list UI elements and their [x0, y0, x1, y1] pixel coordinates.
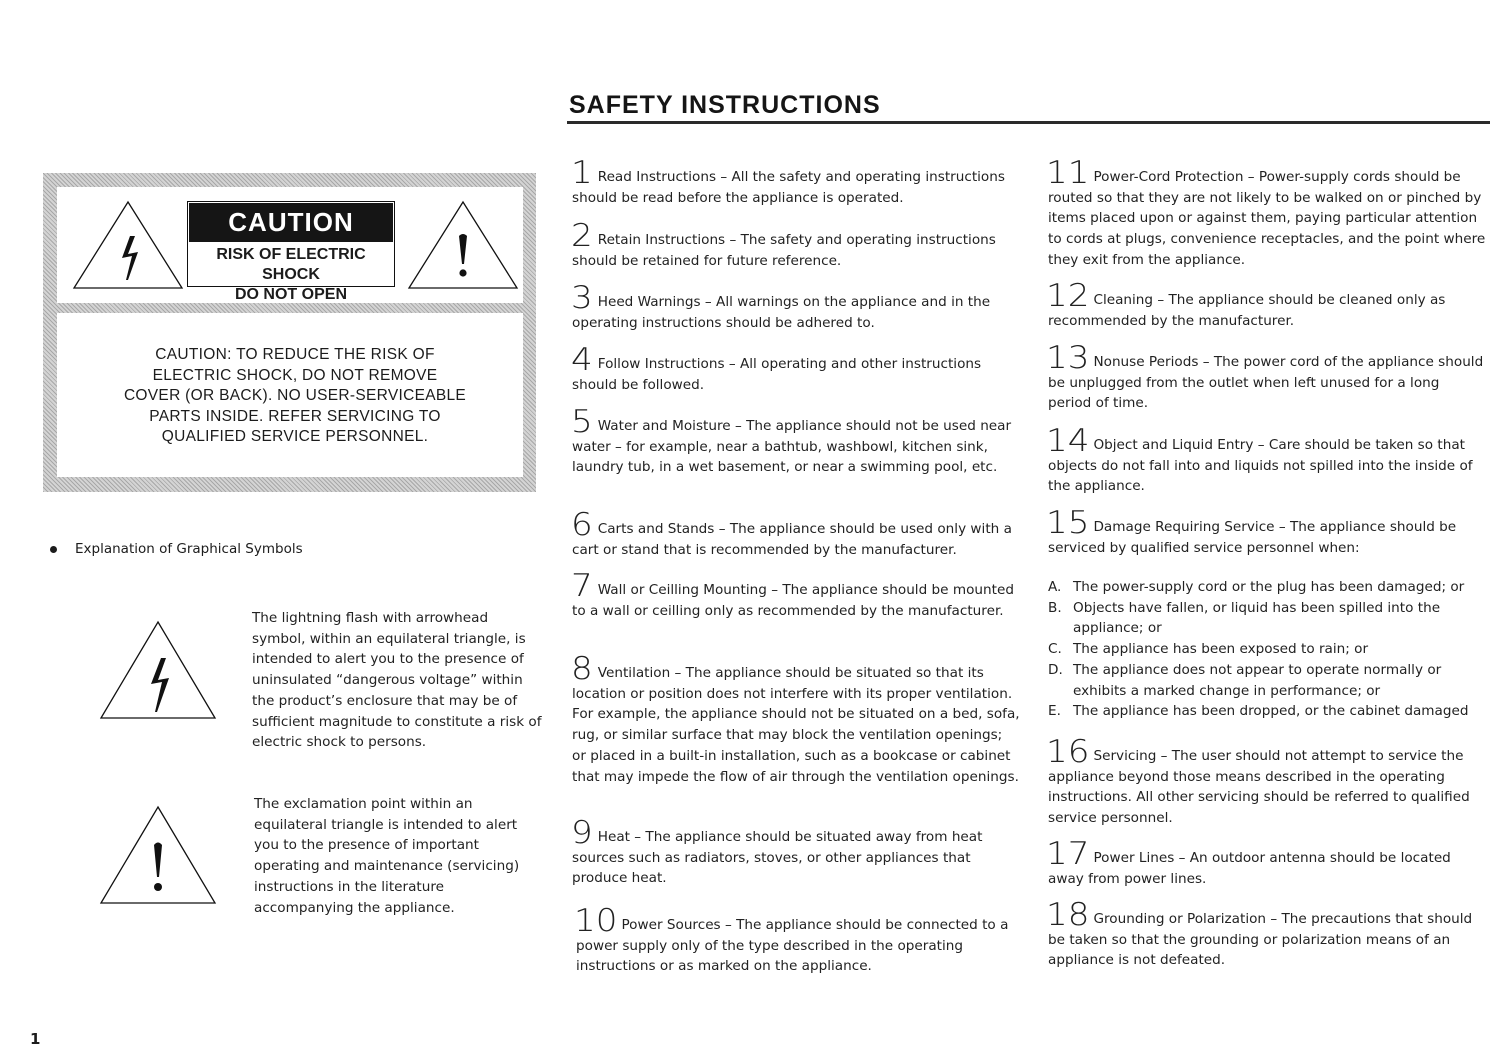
- instruction-number: 13: [1046, 340, 1090, 376]
- instruction-item-16: [1046, 734, 1486, 829]
- list-letter: E.: [1048, 703, 1061, 720]
- instruction-text: Power Lines – An outdoor antenna should be located away from power lines.: [1048, 850, 1451, 887]
- caution-label-line2: DO NOT OPEN: [234, 286, 347, 303]
- list-item: [1048, 577, 1488, 598]
- caution-text-line: COVER (OR BACK). NO USER-SERVICEABLE: [123, 387, 467, 405]
- instruction-item-2: [571, 218, 1020, 271]
- exclamation-triangle-icon: [99, 805, 217, 905]
- list-item: [1048, 660, 1488, 701]
- instruction-text: Carts and Stands – The appliance should be used only with a cart or stand that is recommended by the manufacturer.: [572, 521, 1012, 558]
- instruction-number: 16: [1046, 734, 1090, 770]
- instruction-text: Heat – The appliance should be situated away from heat sources such as radiators, stoves, or other appliances that produce heat.: [572, 829, 983, 887]
- instruction-number: 10: [574, 903, 618, 939]
- instruction-number: 14: [1046, 423, 1090, 459]
- instruction-item-4: [571, 342, 1020, 395]
- instruction-text: Power Sources – The appliance should be connected to a power supply only of the type described in the operating instructions or as marked on the appliance.: [576, 917, 1009, 975]
- instruction-number: 5: [571, 404, 593, 440]
- caution-label-line1: RISK OF ELECTRIC SHOCK: [216, 246, 366, 283]
- damage-conditions-list: [1048, 577, 1488, 722]
- caution-text-line: QUALIFIED SERVICE PERSONNEL.: [161, 428, 429, 446]
- instruction-item-15: [1046, 505, 1486, 558]
- instruction-text: Nonuse Periods – The power cord of the appliance should be unplugged from the outlet when left unused for a long period of time.: [1048, 354, 1484, 412]
- instruction-item-7: [571, 568, 1020, 621]
- instruction-number: 6: [571, 507, 593, 543]
- instruction-text: Object and Liquid Entry – Care should be taken so that objects do not fall into and liquids not spilled into the inside of the appliance.: [1048, 437, 1473, 495]
- instruction-item-8: [571, 651, 1020, 787]
- instruction-text: Follow Instructions – All operating and other instructions should be followed.: [572, 356, 982, 393]
- instruction-item-18: [1046, 897, 1486, 971]
- caution-text-line: ELECTRIC SHOCK, DO NOT REMOVE: [152, 366, 438, 384]
- bullet-icon: [50, 546, 57, 553]
- list-text: The appliance has been dropped, or the cabinet damaged: [1073, 703, 1469, 720]
- instruction-item-14: [1046, 423, 1486, 497]
- instruction-text: Grounding or Polarization – The precautions that should be taken so that the grounding or polarization means of an appliance is not defeated.: [1048, 911, 1473, 969]
- list-letter: A.: [1048, 579, 1062, 595]
- instruction-number: 8: [571, 651, 593, 687]
- exclamation-symbol-description: The exclamation point within an equilateral triangle is intended to alert you to the presence of important operating and maintenance (servicing) instructions in the literature accompanying the appliance.: [254, 796, 520, 916]
- instruction-text: Retain Instructions – The safety and operating instructions should be retained for future reference.: [572, 232, 996, 269]
- instruction-item-9: [571, 815, 1024, 889]
- instruction-number: 18: [1046, 897, 1090, 933]
- list-letter: C.: [1048, 641, 1062, 658]
- caution-text-line: PARTS INSIDE. REFER SERVICING TO: [149, 407, 441, 425]
- instruction-text: Heed Warnings – All warnings on the appliance and in the operating instructions should be adhered to.: [572, 294, 991, 331]
- caution-warning-text: [80, 345, 510, 448]
- instruction-text: Servicing – The user should not attempt to service the appliance beyond those means described in the operating instructions. All other servicing should be referred to qualified service personnel.: [1048, 748, 1470, 827]
- instruction-item-10: [574, 903, 1020, 977]
- list-item: [1048, 701, 1488, 722]
- instruction-text: Damage Requiring Service – The appliance should be serviced by qualified service personnel when:: [1048, 519, 1457, 556]
- instruction-item-3: [571, 280, 1020, 333]
- explanation-heading: Explanation of Graphical Symbols: [75, 541, 303, 557]
- list-letter: B.: [1048, 599, 1062, 616]
- page-title: SAFETY INSTRUCTIONS: [569, 91, 881, 119]
- title-underline: [567, 121, 1490, 124]
- instruction-text: Water and Moisture – The appliance should not be used near water – for example, near a bathtub, washbowl, kitchen sink, laundry tub, in a wet basement, or near a swimming pool, etc.: [572, 418, 1012, 476]
- list-letter: D.: [1048, 661, 1063, 678]
- list-text: Objects have fallen, or liquid has been spilled into the appliance; or: [1073, 599, 1441, 637]
- instruction-number: 15: [1046, 505, 1090, 541]
- instruction-number: 1: [571, 155, 593, 191]
- list-text: The appliance has been exposed to rain; or: [1073, 641, 1369, 658]
- instruction-item-11: [1046, 155, 1486, 271]
- instruction-item-17: [1046, 836, 1486, 889]
- instruction-text: Wall or Ceilling Mounting – The appliance should be mounted to a wall or ceilling only as recommended by the manufacturer.: [572, 582, 1014, 619]
- instruction-text: Power-Cord Protection – Power-supply cords should be routed so that they are not likely to be walked on or pinched by items placed upon or against them, paying particular attention to cords at plugs, convenience receptacles, and the point where they exit from the appliance.: [1048, 169, 1486, 268]
- list-text: The appliance does not appear to operate normally or exhibits a marked change in performance; or: [1073, 661, 1442, 699]
- instruction-item-5: [571, 404, 1020, 478]
- lightning-triangle-icon: [99, 620, 217, 720]
- instruction-number: 7: [571, 568, 593, 604]
- instruction-item-12: [1046, 278, 1486, 331]
- caution-text-line: CAUTION: TO REDUCE THE RISK OF: [155, 346, 435, 363]
- instruction-number: 12: [1046, 278, 1090, 314]
- caution-label-heading: CAUTION: [189, 203, 393, 242]
- instruction-item-13: [1046, 340, 1486, 414]
- list-item: [1048, 639, 1488, 660]
- instruction-number: 11: [1046, 155, 1090, 191]
- instruction-number: 17: [1046, 836, 1090, 872]
- list-text: The power-supply cord or the plug has been damaged; or: [1073, 579, 1465, 595]
- page-number: 1: [30, 1030, 41, 1048]
- lightning-triangle-icon: [72, 200, 184, 290]
- instruction-item-6: [571, 507, 1020, 560]
- instruction-text: Read Instructions – All the safety and operating instructions should be read before the appliance is operated.: [572, 169, 1005, 206]
- instruction-text: Ventilation – The appliance should be situated so that its location or position does not interfere with its proper ventilation. For example, the appliance should not be situated on a bed, sofa, rug, or similar surface that may block the ventilation openings; or placed in a built-in installation, such as a bookcase or cabinet that may impede the flow of air through the ventilation openings.: [572, 665, 1020, 785]
- exclamation-triangle-icon: [407, 200, 519, 290]
- list-item: [1048, 598, 1488, 639]
- lightning-symbol-description: The lightning flash with arrowhead symbol, within an equilateral triangle, is intended to alert you to the presence of uninsulated “dangerous voltage” within the product’s enclosure that may be of sufficient magnitude to constitute a risk of electric shock to persons.: [252, 610, 542, 751]
- instruction-item-1: [571, 155, 1020, 208]
- instruction-number: 9: [571, 815, 593, 851]
- instruction-number: 3: [571, 280, 593, 316]
- instruction-number: 2: [571, 218, 593, 254]
- caution-label-text: [189, 245, 393, 305]
- instruction-number: 4: [571, 342, 593, 378]
- instruction-text: Cleaning – The appliance should be cleaned only as recommended by the manufacturer.: [1048, 292, 1446, 329]
